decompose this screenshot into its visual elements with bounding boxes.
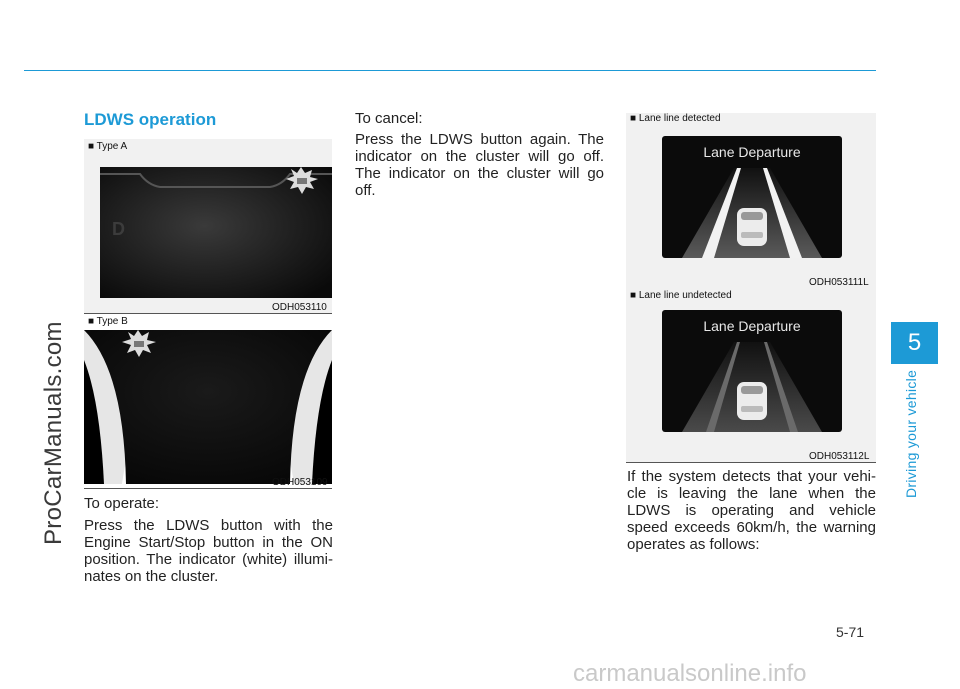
warning-paragraph: If the system detects that your vehi-cle is leaving the lane when the LDWS is operating and vehicle speed exceeds 60km/h, the warning operates as follows: [627, 468, 876, 553]
figure-type-a-code: ODH053110 [272, 302, 327, 313]
figure-type-b-rule [84, 488, 332, 489]
operate-paragraph: Press the LDWS button with the Engine Start/Stop button in the ON position. The indicator (white) illumi-nates on the cluster. [84, 517, 333, 585]
header-rule [24, 70, 876, 71]
chapter-tab [891, 322, 938, 364]
figure-type-b-code: ODH053109 [272, 477, 328, 488]
road-detected-graphic [662, 168, 842, 258]
operate-heading: To operate: [84, 495, 160, 512]
figure-type-b-caption: ■ Type B [88, 316, 128, 327]
chapter-title: Driving your vehicle [903, 369, 919, 498]
cluster-type-b-image [84, 330, 332, 484]
lane-undetected-screen-text: Lane Departure [703, 318, 801, 334]
watermark-bottom: carmanualsonline.info [573, 660, 807, 687]
figure-undetected-code: ODH053112L [809, 451, 870, 462]
svg-text:D: D [112, 219, 125, 239]
figure-undetected-caption: ■ Lane line undetected [630, 290, 732, 301]
lane-detected-display [662, 136, 842, 258]
road-undetected-graphic [662, 342, 842, 432]
page-number: 5-71 [836, 624, 865, 640]
figure-detected-code: ODH053111L [809, 277, 869, 288]
figure-type-a-caption: ■ Type A [88, 141, 128, 152]
cancel-paragraph: Press the LDWS button again. The indicator on the cluster will go off. The indicator on the cluster will go off. [355, 131, 604, 199]
figure-detected-caption: ■ Lane line detected [630, 113, 721, 124]
cluster-type-a-image [100, 167, 332, 298]
watermark-side: ProCarManuals.com [40, 321, 67, 545]
figure-undetected-rule [626, 462, 876, 463]
cancel-heading: To cancel: [355, 110, 423, 127]
lane-detected-screen-text: Lane Departure [703, 144, 801, 160]
figure-type-a-rule [84, 313, 332, 314]
lane-undetected-display [662, 310, 842, 432]
chapter-number: 5 [907, 329, 922, 356]
section-title: LDWS operation [84, 110, 217, 129]
